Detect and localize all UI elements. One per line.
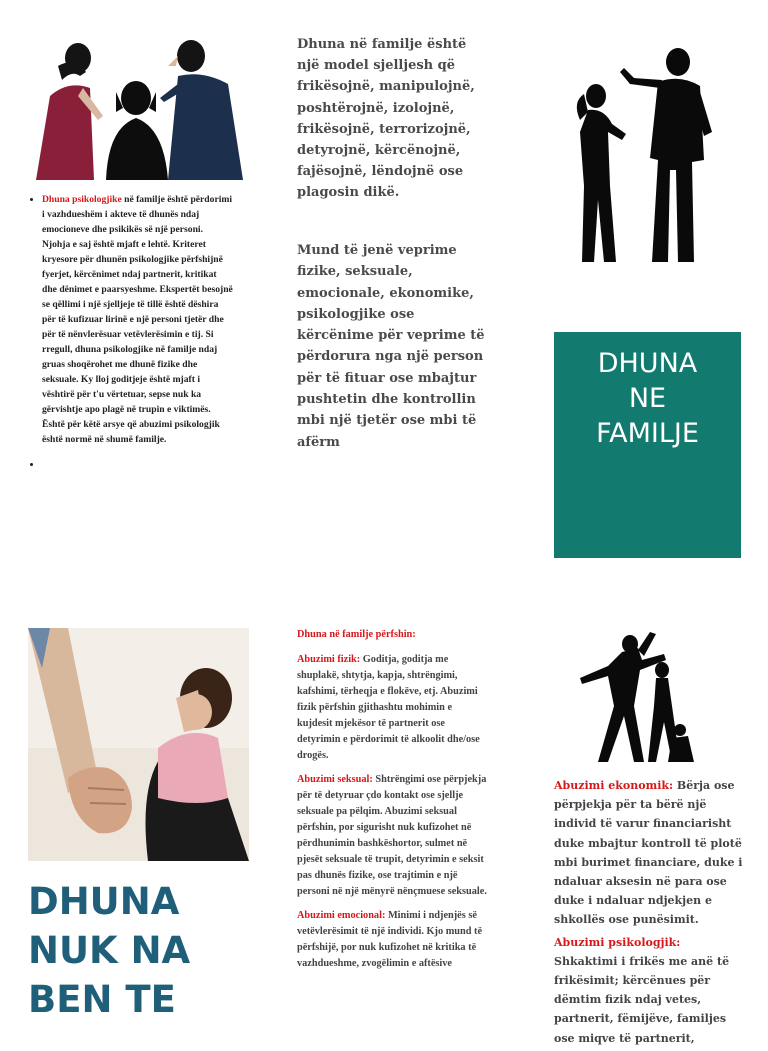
title-text: DHUNA NE FAMILJE xyxy=(596,348,699,449)
economic-abuse-text: Bërja ose përpjekja për ta bërë një individ të varur financiarisht duke mbajtur kontroll të plotë mbi burimet financiare, duke i ndaluar aksesin në para ose duke i ndaluar ndjekjen e shkollës ose punësimit. xyxy=(554,779,743,927)
economic-abuse-paragraph xyxy=(554,776,744,930)
economic-psychological-section xyxy=(554,776,744,1051)
family-argument-photo xyxy=(28,36,243,180)
psychological-term: Dhuna psikologjike xyxy=(42,194,122,205)
psychological-violence-list xyxy=(28,192,233,469)
psychological-abuse-term: Abuzimi psikologjik: xyxy=(554,935,681,949)
list-item xyxy=(42,192,233,447)
list-item-empty xyxy=(42,457,233,469)
emotional-abuse-term: Abuzimi emocional: xyxy=(297,910,386,921)
physical-abuse-term: Abuzimi fizik: xyxy=(297,654,361,665)
sexual-abuse-paragraph xyxy=(297,772,489,900)
headline: DHUNA NUK NA BEN TE xyxy=(28,880,191,1021)
emotional-abuse-text: Minimi i ndjenjës së vetëvlerësimit të një individi. Kjo mund të përfshijë, por nuk kufizohet në kritika të vazhdueshme, zvogëlimin e aftësive xyxy=(297,910,483,969)
family-violence-silhouette xyxy=(568,626,700,766)
psychological-abuse-paragraph xyxy=(554,933,744,1048)
fist-woman-photo xyxy=(28,628,249,861)
actions-paragraph: Mund të jenë veprime fizike, seksuale, emocionale, ekonomike, psikologjike ose kërcënime për veprime të përdorura nga një person për të fituar ose mbajtur pushtetin dhe kontrollin mbi një tjetër ose mbi të afërm xyxy=(297,243,485,450)
psychological-text: në familje është përdorimi i vazhdueshëm i akteve të dhunës ndaj emocioneve dhe psikikës së një personi. Njohja e saj është mjaft e lehtë. Kriteret kryesore për dhunën psikologjike përfshijnë fyerjet, kërcënimet ndaj partnerit, kritikat dhe dënimet e paarsyeshme. Ekspertët besojnë se qëllimi i një sjelljeje të tillë është dëshira për të kufizuar lirinë e një personi tjetër dhe për të nënvlerësuar vetëvlerësimin e tij. Si rregull, dhuna psikologjike në familje ndaj gruas shoqërohet me dhunë fizike dhe seksuale. Ky lloj goditjeje është mjaft i vështirë për t'u vërtetuar, sepse nuk ka gërvishtje apo plagë në trupin e viktimës. Është për këtë arsye që abuzimi psikologjik është normë në shumë familje. xyxy=(42,194,233,445)
abuse-silhouette-photo xyxy=(554,36,741,262)
sexual-abuse-text: Shtrëngimi ose përpjekja për të detyruar çdo kontakt ose sjellje seksuale pa pëlqim. Abuzimi seksual përfshin, por sigurisht nuk kufizohet në përdhunimin bashkëshortor, sulmet në pjesët seksuale të trupit, detyrimin e seksit pas dhunës fizike, ose trajtimin e një personi në një mënyrë nënçmuese seksuale. xyxy=(297,774,487,897)
includes-heading: Dhuna në familje përfshin: xyxy=(297,629,416,640)
sexual-abuse-term: Abuzimi seksual: xyxy=(297,774,373,785)
emotional-abuse-paragraph xyxy=(297,908,489,972)
abuse-types-section xyxy=(297,627,489,980)
psychological-abuse-text: Shkaktimi i frikës me anë të frikësimit; kërcënues për dëmtim fizik ndaj vetes, partnerit, fëmijëve, familjes ose miqve të partnerit, xyxy=(554,954,730,1045)
title-box xyxy=(554,332,741,558)
economic-abuse-term: Abuzimi ekonomik: xyxy=(554,779,674,792)
intro-paragraph: Dhuna në familje është një model sjelljesh që frikësojnë, manipulojnë, poshtërojnë, izolojnë, frikësojnë, terrorizojnë, detyrojnë, kërcënojnë, fajësojnë, lëndojnë ose plagosin dikë. xyxy=(297,37,475,201)
physical-abuse-text: Goditja, goditja me shuplakë, shtytja, kapja, shtrëngimi, kafshimi, tërheqja e flokëve, etj. Abuzimi fizik përfshin gjithashtu mohimin e kujdesit mjekësor të partnerit ose detyrimin e përdorimit të alkoolit dhe/ose drogës. xyxy=(297,654,480,761)
physical-abuse-paragraph xyxy=(297,652,489,764)
